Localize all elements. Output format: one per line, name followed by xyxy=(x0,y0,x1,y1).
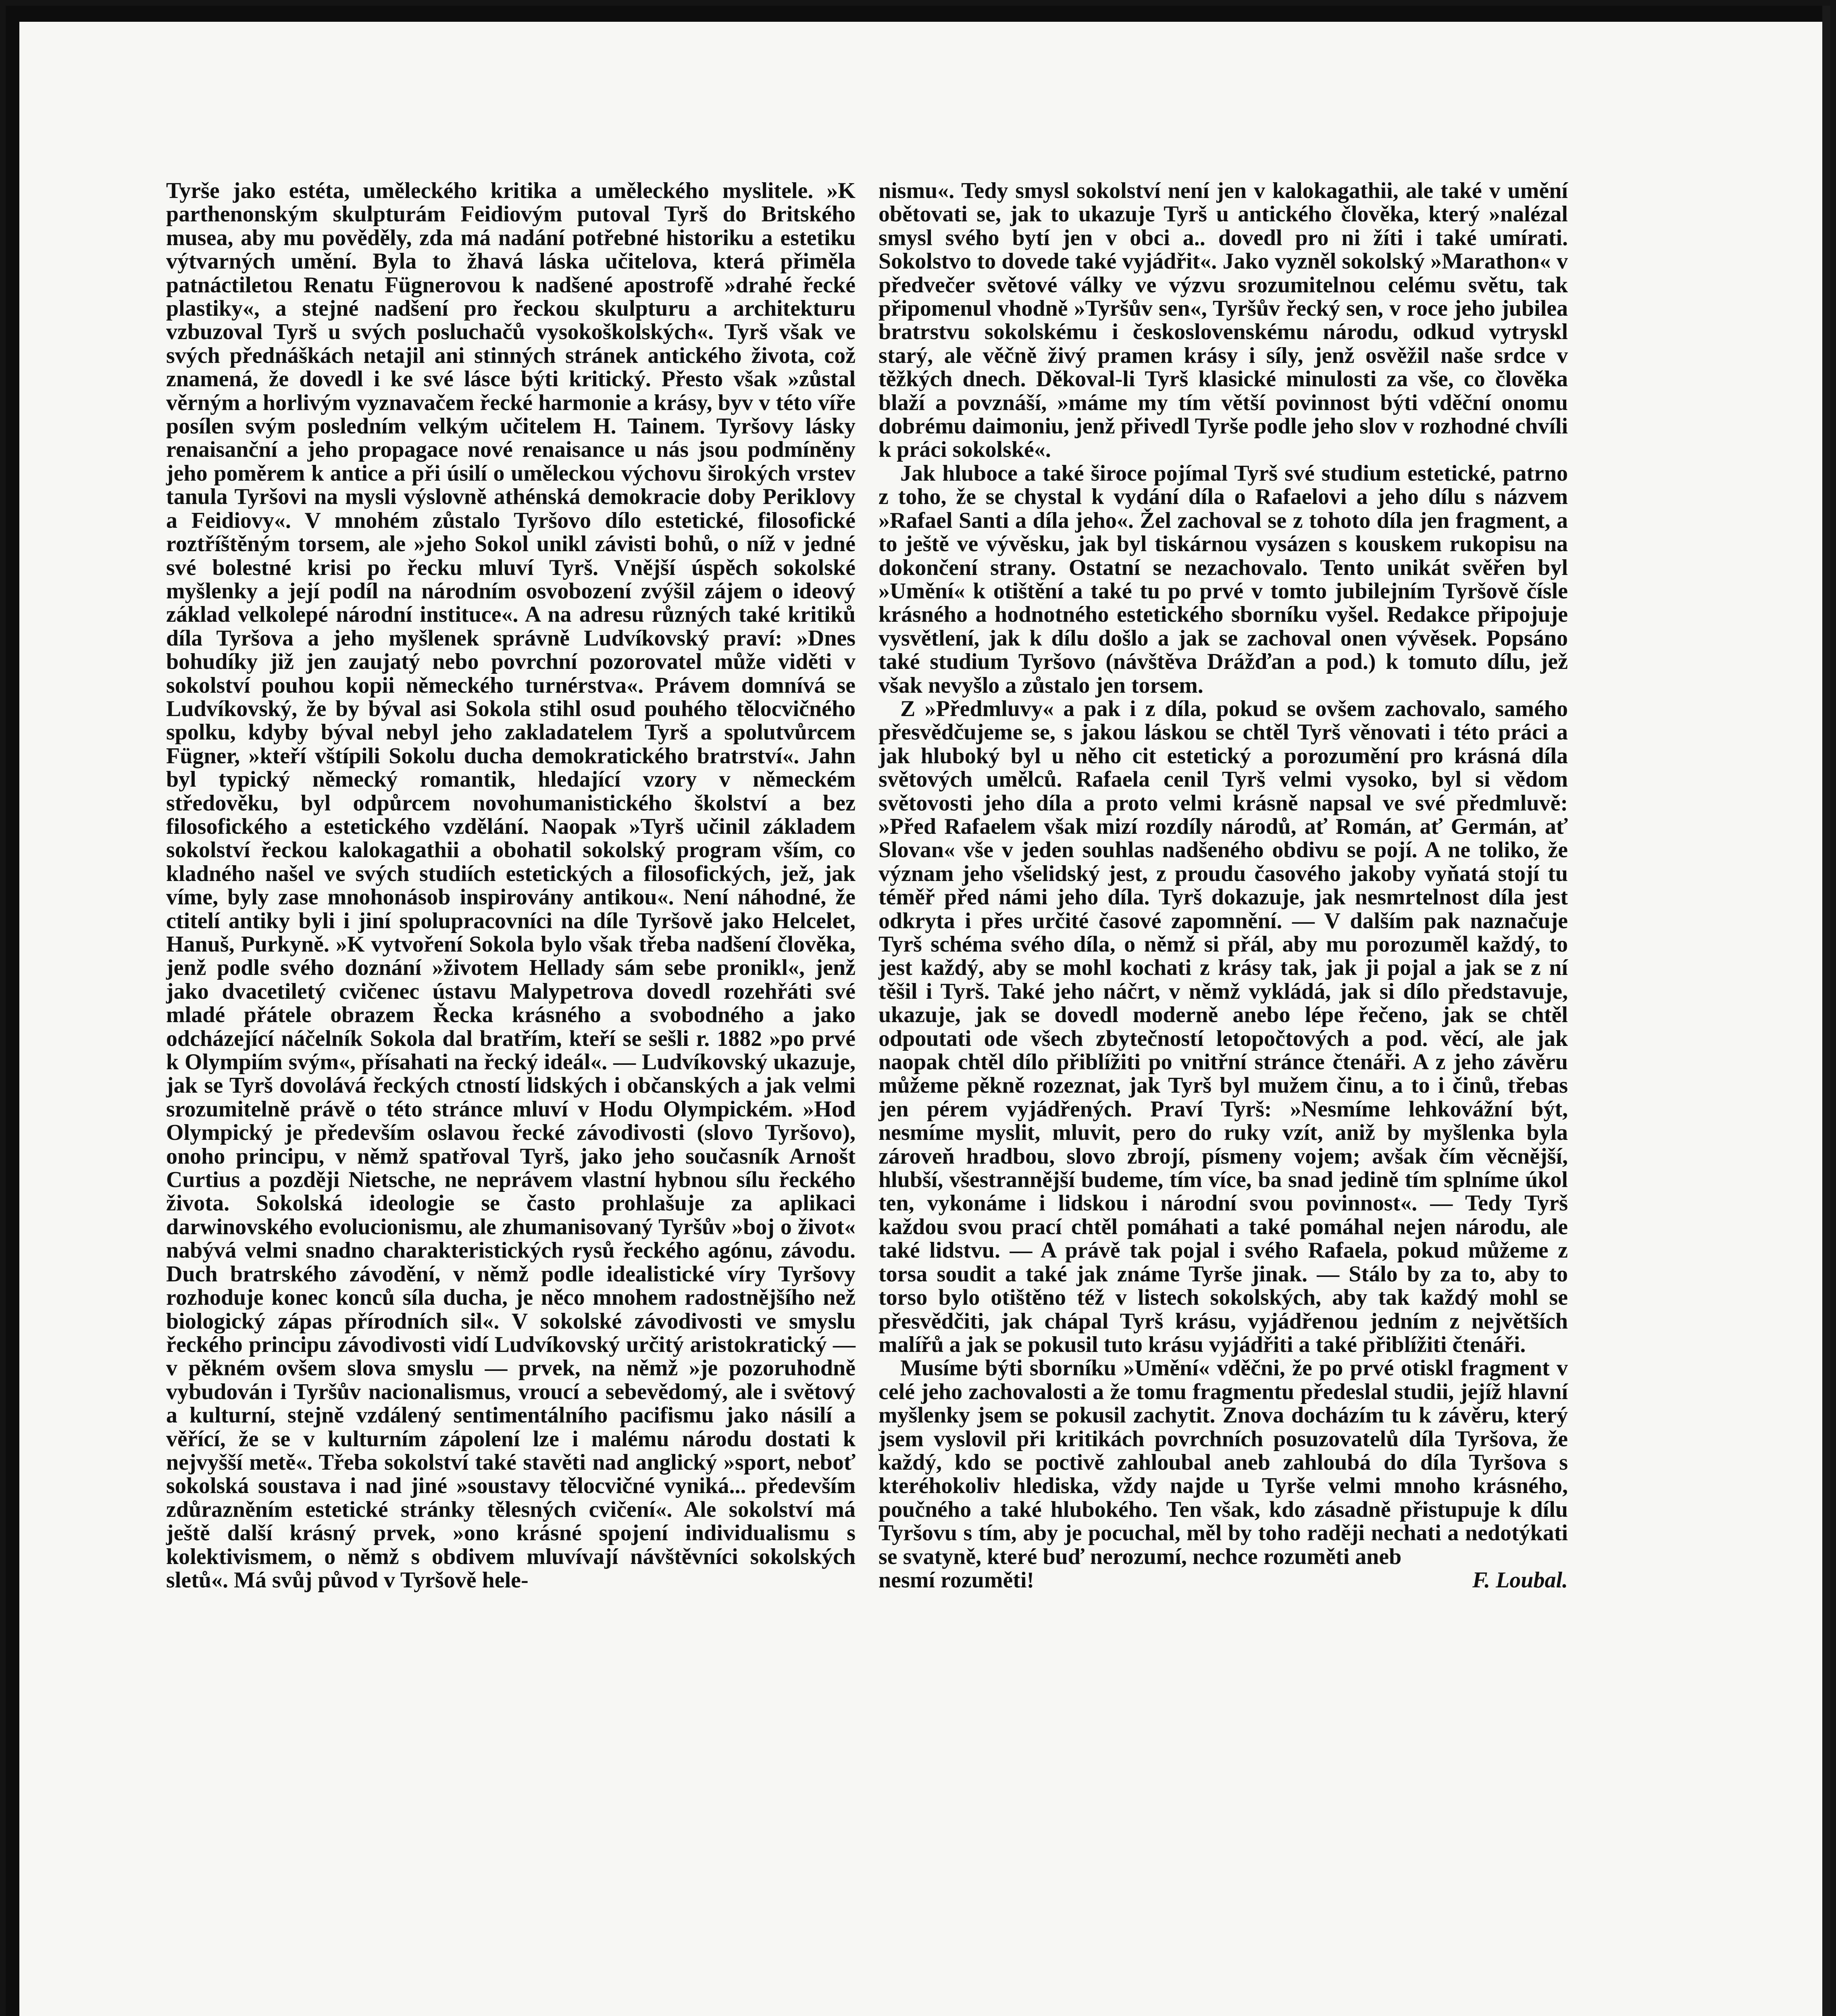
paragraph: Tyrše jako estéta, uměleckého kritika a uměleckého myslitele. »K parthenonským skulpturám Feidiovým putoval Tyrš do Britského musea, aby mu pověděly, zda má nadání potřebné historiku a estetiku výtvarných umění. Byla to žhavá láska učitelova, která přiměla patnáctiletou Renatu Fügnerovou k nadšené apostrofě »drahé řecké plastiky«, a stejné nadšení pro řeckou skulpturu a architekturu vzbuzoval Tyrš u svých posluchačů vysokoškolských«. Tyrš však ve svých přednáškách netajil ani stinných stránek antického života, což znamená, že dovedl i ke své lásce býti kritický. Přesto však »zůstal věrným a horlivým vyznavačem řecké harmonie a krásy, byv v této víře posílen svým posledním velkým učitelem H. Tainem. Tyršovy lásky renaisanční a jeho propagace nové renaisance u nás jsou podmíněny jeho poměrem k antice a při úsilí o uměleckou výchovu širokých vrstev tanula Tyršovi na mysli výslovně athénská demokracie doby Periklovy a Feidiovy«. V mnohém zůstalo Tyršovo dílo estetické, filosofické roztříštěným torsem, ale »jeho Sokol unikl závisti bohů, o níž v jedné své bolestné krisi po řecku mluví Tyrš. Vnější úspěch sokolské myšlenky a její podíl na národním osvobození zvýšil zájem o ideový základ velkolepé národní instituce«. A na adresu různých také kritiků díla Tyršova a jeho myšlenek správně Ludvíkovský praví: »Dnes bohudíky již jen zaujatý nebo povrchní pozorovatel může viděti v sokolství pouhou kopii německého turnérstva«. Právem domnívá se Ludvíkovský, že by býval asi Sokola stihl osud pouhého tělocvičného spolku, kdyby býval nebyl jeho zakladatelem Tyrš a spolutvůrcem Fügner, »kteří vštípili Sokolu ducha demokratického bratrství«. Jahn byl typický německý romantik, hledající vzory v německém středověku, byl odpůrcem novohumanistického školství a bez filosofického a estetického vzdělání. Naopak »Tyrš učinil základem sokolství řeckou kalokagathii a obohatil sokolský program vším, co kladného našel ve svých studiích estetických a filosofických, jež, jak víme, byly zase mnohonásob inspirovány antikou«. Není náhodné, že ctitelí antiky byli i jiní spolupracovníci na díle Tyršově jako Helcelet, Hanuš, Purkyně. »K vytvoření Sokola bylo však třeba nadšení člověka, jenž podle svého doznání »životem Hellady sám sebe pronikl«, jenž jako dvacetiletý cvičenec ústavu Malypetrova dovedl rozehřáti své mladé přátele obrazem Řecka krásného a svobodného a jako odcházející náčelník Sokola dal bratřím, kteří se sešli r. 1882 »po prvé k Olympiím svým«, přísahati na řecký ideál«. — Ludvíkovský ukazuje, jak se Tyrš dovolává řeckých ctností lidských i občanských a jak velmi srozumitelně právě o této stránce mluví v Hodu Olympickém. »Hod Olympický je především oslavou řecké závodivosti (slovo Tyršovo), onoho principu, v němž spatřoval Tyrš, jako jeho současník Arnošt Curtius a později Nietsche, ne neprávem vlastní hybnou sílu řeckého života. Sokolská ideologie se často prohlašuje za aplikaci darwinovského evolucionismu, ale zhumanisovaný Tyršův »boj o život« nabývá velmi snadno charakteristických rysů řeckého agónu, závodu. Duch bratrského závodění, v němž podle idealistické víry Tyršovy rozhoduje konec konců síla ducha, je něco mnohem radostnějšího než biologický zápas přírodních sil«. V sokolské závodivosti ve smyslu řeckého principu závodivosti vidí Ludvíkovský určitý aristokratický — v pěkném ovšem slova smyslu — prvek, na němž »je pozoruhodně vybudován i Tyršův nacionalismus, vroucí a sebevědomý, ale i světový a kulturní, stejně vzdálený sentimentálního pacifismu jako násilí a věřící, že se v kulturním zápolení lze i malému národu dostati k nejvyšší metě«. Třeba sokolství také stavěti nad anglický »sport, neboť sokolská soustava i nad jiné »soustavy tělocvičné vyniká... především zdůrazněním estetické stránky tělesných cvičení«. Ale sokolství má ještě další krásný prvek, »ono krásné spojení individualismu s kolektivismem, o němž s obdivem mluvívají návštěvníci sokolských sletů«. Má svůj původ v Tyršově hele- xyxy=(166,178,856,1593)
left-text-column xyxy=(166,179,856,1592)
paragraph: Jak hluboce a také široce pojímal Tyrš své studium estetické, patrno z toho, že se chystal k vydání díla o Rafaelovi a jeho dílu s názvem »Rafael Santi a dílа jeho«. Žel zachoval se z tohoto díla jen fragment, a to ještě ve vývěsku, jak byl tiskárnou vysázen s kouskem rukopisu na dokončení strany. Ostatní se nezachovalo. Tento unikát svěřen byl »Umění« k otištění a také tu po prvé v tomto jubilejním Tyršově čísle krásného a hodnotného estetického sborníku vyšel. Redakce připojuje vysvětlení, jak k dílu došlo a jak se zachoval onen vývěsek. Popsáno také studium Tyršovo (návštěva Drážďan a pod.) k tomuto dílu, jež však nevyšlo a zůstalo jen torsem. xyxy=(878,460,1568,698)
closing-line xyxy=(878,1568,1568,1592)
paragraph: nismu«. Tedy smysl sokolství není jen v kalokagathii, ale také v umění obětovati se, jak to ukazuje Tyrš u antického člověka, který »nalézal smysl svého bytí jen v obci a.. dovedl pro ni žíti i také umírati. Sokolstvo to dovede také vyjádřit«. Jako vyzněl sokolský »Marathon« v předvečer světové války ve výzvu srozumitelnou celému světu, tak připomenul vhodně »Tyršův sen«, Tyršův řecký sen, v roce jeho jubilea bratrstvu sokolskému i československému národu, odkud vytryskl starý, ale věčně živý pramen krásy i síly, jenž osvěžil naše srdce v těžkých dnech. Děkoval-li Tyrš klasické minulosti za vše, co člověka blaží a povznáší, »máme my tím větší povinnost býti vděční onomu dobrému daimoniu, jenž přivedl Tyrše podle jeho slov v rozhodné chvíli k práci sokolské«. xyxy=(878,178,1568,462)
scan-border-top xyxy=(6,6,1830,22)
author-signature: F. Loubal. xyxy=(1472,1567,1568,1593)
scan-border-left xyxy=(6,6,19,2016)
paragraph: Z »Předmluvy« a pak i z díla, pokud se ovšem zachovalo, samého přesvědčujeme se, s jakou láskou se chtěl Tyrš věnovati i této práci a jak hluboký byl u něho cit estetický a porozumění pro krásná díla světových umělců. Rafaela cenil Tyrš velmi vysoko, byl si vědom světovosti jeho díla a proto velmi krásně napsal ve své předmluvě: »Před Rafaelem však mizí rozdíly národů, ať Román, ať Germán, ať Slovan« vše v jeden souhlas nadšeného obdivu se pojí. A ne toliko, že význam jeho všelidský jest, z proudu časového jakoby vyňatá stojí tu téměř před námi jeho díla. Tyrš dokazuje, jak nesmrtelnost díla jest odkryta i přes určité časové zapomnění. — V dalším pak naznačuje Tyrš schéma svého díla, o němž si přál, aby mu porozuměl každý, to jest každý, aby se mohl kochati z krásy tak, jak ji pojal a jak se z ní těšil i Tyrš. Také jeho náčrt, v němž vykládá, jak si dílo představuje, ukazuje, jak se dovedl moderně anebo lépe řečeno, jak se chtěl odpoutati ode všech zbytečností letopočtových a pod. věcí, ale jak naopak chtěl dílo přiblížiti po vnitřní stránce čtenáři. A z jeho závěru můžeme pěkně rozeznat, jak Tyrš byl mužem činu, a to i činů, třebas jen pérem vyjádřených. Praví Tyrš: »Nesmíme lehkovážní být, nesmíme myslit, mluvit, pero do ruky vzít, aniž by myšlenka byla zároveň hradbou, slovo zbrojí, písmeny vojem; avšak čím věcnější, hlubší, všestrannější budeme, tím více, ba snad jedině tím splníme úkol ten, vykonáme i lidskou i národní svou povinnost«. — Tedy Tyrš každou svou prací chtěl pomáhati a také pomáhal nejen národu, ale také lidstvu. — A právě tak pojal i svého Rafaela, pokud můžeme z torsa soudit a také jak známe Tyrše jinak. — Stálo by za to, aby to torso bylo otištěno též v listech sokolských, aby tak každý mohl se přesvědčiti, jak chápal Tyrš krásu, vyjádřenou jedním z největších malířů a jak se pokusil tuto krásu vyjádřiti a také přiblížiti čtenáři. xyxy=(878,696,1568,1357)
scan-border-right xyxy=(1822,6,1830,2016)
paragraph: Musíme býti sborníku »Umění« vděčni, že po prvé otiskl fragment v celé jeho zachovalosti a že tomu fragmentu předeslal studii, jejíž hlavní myšlenky jsem se pokusil zachytit. Znova docházím tu k závěru, který jsem vyslovil při kritikách povrchních posuzovatelů díla Tyršova, že každý, kdo se poctivě zahloubal aneb zahloubá do díla Tyršova s kteréhokoliv hlediska, vždy najde u Tyrše velmi mnoho krásného, poučného a také hlubokého. Ten však, kdo zásadně přistupuje k dílu Tyršovu s tím, aby je pocuchal, měl by toho raději nechati a nedotýkati se svatyně, které buď nerozumí, nechce rozuměti aneb xyxy=(878,1356,1568,1569)
closing-words: nesmí rozuměti! xyxy=(878,1567,1035,1593)
right-text-column xyxy=(878,179,1568,1592)
